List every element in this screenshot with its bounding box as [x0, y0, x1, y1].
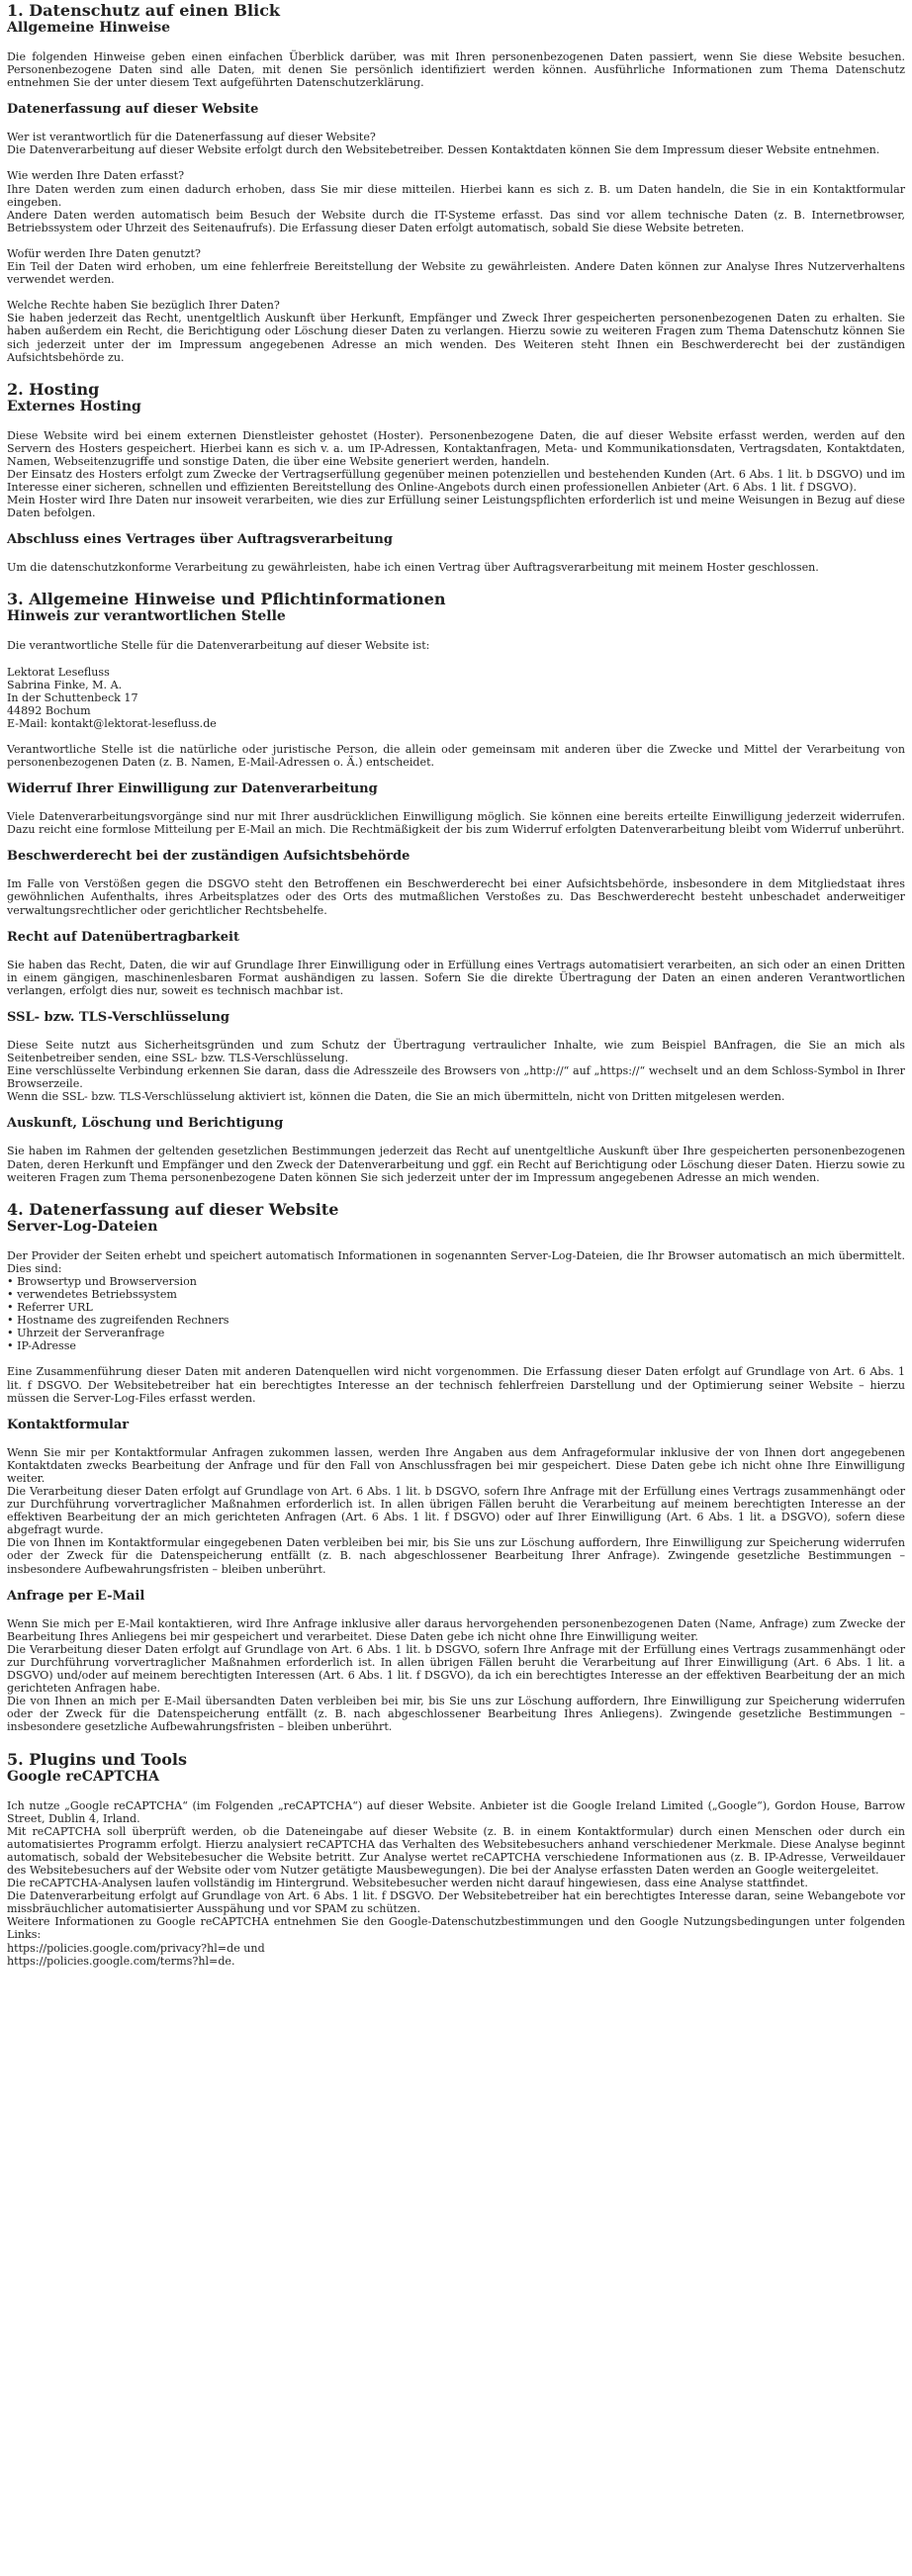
section-subtitle-server-log: Server-Log-Dateien — [7, 1218, 158, 1235]
heading-beschwerderecht: Beschwerderecht bei der zuständigen Aufsichtsbehörde — [7, 849, 410, 865]
text: Mein Hoster wird Ihre Daten nur insoweit verarbeiten, wie dies zur Erfüllung seiner Leistungspflichten erforderlich ist und meine Weisungen in Bezug auf diese Daten befolgen. — [7, 494, 905, 520]
qa-erfassung — [7, 169, 905, 233]
paragraph-anfrage-email — [7, 1617, 905, 1734]
question: Wofür werden Ihre Daten genutzt? — [7, 246, 201, 260]
qa-nutzung — [7, 247, 905, 286]
question: Wer ist verantwortlich für die Datenerfassung auf dieser Website? — [7, 131, 376, 144]
address-block — [7, 666, 905, 730]
link-google-terms: https://policies.google.com/terms?hl=de. — [7, 1954, 235, 1968]
paragraph-recaptcha — [7, 1799, 905, 1968]
text: Ich nutze „Google reCAPTCHA“ (im Folgenden „reCAPTCHA“) auf dieser Website. Anbieter ist die Google Ireland Limited („Google“), Gordon House, Barrow Street, Dublin 4, Irland. — [7, 1798, 905, 1825]
text: Der Einsatz des Hosters erfolgt zum Zwecke der Vertragserfüllung gegenüber meinen potenziellen und bestehenden Kunden (Art. 6 Abs. 1 lit. b DSGVO) und im Interesse einer sicheren, schnellen und effizienten Bereitstellung des Online-Angebots durch einen professionellen Anbieter (Art. 6 Abs. 1 lit. f DSGVO). — [7, 467, 905, 495]
paragraph: Im Falle von Verstößen gegen die DSGVO steht den Betroffenen ein Beschwerderecht bei einer Aufsichtsbehörde, insbesondere in dem Mitgliedstaat ihres gewöhnlichen Aufenthalts, ihres Arbeitsplatzes oder des Orts des mutmaßlichen Verstoßes zu. Das Beschwerderecht besteht unbeschadet anderweitiger verwaltungsrechtlicher oder gerichtlicher Rechtsbehelfe. — [7, 877, 905, 917]
link-google-privacy: https://policies.google.com/privacy?hl=de und — [7, 1941, 265, 1955]
text: Eine verschlüsselte Verbindung erkennen Sie daran, dass die Adresszeile des Browsers von „http://“ auf „https://“ wechselt und an dem Schloss-Symbol in Ihrer Browserzeile. — [7, 1064, 905, 1091]
answer: Ein Teil der Daten wird erhoben, um eine fehlerfreie Bereitstellung der Website zu gewährleisten. Andere Daten können zur Analyse Ihres Nutzerverhaltens verwendet werden. — [7, 260, 905, 287]
paragraph: Um die datenschutzkonforme Verarbeitung zu gewährleisten, habe ich einen Vertrag über Auftragsverarbeitung mit meinem Hoster geschlossen. — [7, 561, 819, 575]
heading-anfrage-email: Anfrage per E-Mail — [7, 1588, 145, 1604]
text: Die Datenverarbeitung erfolgt auf Grundlage von Art. 6 Abs. 1 lit. f DSGVO. Der Websitebetreiber hat ein berechtigtes Interesse daran, seine Webangebote vor missbräuchlicher automatisierter Ausspähung und vor SPAM zu schützen. — [7, 1889, 905, 1916]
text: Diese Website wird bei einem externen Dienstleister gehostet (Hoster). Personenbezogene Daten, die auf dieser Website erfasst werden, werden auf den Servern des Hosters gespeichert. Hierbei kann es sich v. a. um IP-Adressen, Kontaktanfragen, Meta- und Kommunikationsdaten, Vertragsdaten, Kontaktdaten, Namen, Webseitenzugriffe und sonstige Daten, die über eine Website generiert werden, handeln. — [7, 428, 905, 468]
section-subtitle-recaptcha: Google reCAPTCHA — [7, 1768, 159, 1785]
text: Weitere Informationen zu Google reCAPTCHA entnehmen Sie den Google-Datenschutzbestimmungen und den Google Nutzungsbedingungen unter folgenden Links: — [7, 1915, 905, 1942]
section-title-datenschutz: 1. Datenschutz auf einen Blick — [7, 1, 281, 20]
text: Wenn die SSL- bzw. TLS-Verschlüsselung aktiviert ist, können die Daten, die Sie an mich übermitteln, nicht von Dritten mitgelesen werden. — [7, 1090, 785, 1104]
list-item: • Referrer URL — [7, 1301, 93, 1315]
list-item: • verwendetes Betriebssystem — [7, 1287, 177, 1301]
text: Der Provider der Seiten erhebt und speichert automatisch Informationen in sogenannten Server-Log-Dateien, die Ihr Browser automatisch an mich übermittelt. Dies sind: — [7, 1248, 905, 1275]
text: Wenn Sie mir per Kontaktformular Anfragen zukommen lassen, werden Ihre Angaben aus dem Anfrageformular inklusive der von Ihnen dort angegebenen Kontaktdaten zwecks Bearbeitung der Anfrage und für den Fall von Anschlussfragen bei mir gespeichert. Diese Daten gebe ich nicht ohne Ihre Einwilligung weiter. — [7, 1445, 905, 1485]
text: Die von Ihnen an mich per E-Mail übersandten Daten verbleiben bei mir, bis Sie uns zur Löschung auffordern, Ihre Einwilligung zur Speicherung widerrufen oder der Zweck für die Datenspeicherung entfällt (z. B. nach abgeschlossener Bearbeitung Ihres Anliegens). Zwingende gesetzliche Bestimmungen – insbesondere gesetzliche Aufbewahrungsfristen – bleiben unberührt. — [7, 1695, 905, 1734]
text: Die Verarbeitung dieser Daten erfolgt auf Grundlage von Art. 6 Abs. 1 lit. b DSGVO, sofern Ihre Anfrage mit der Erfüllung eines Vertrags zusammenhängt oder zur Durchführung vorvertraglicher Maßnahmen erforderlich ist. In allen übrigen Fällen beruht die Verarbeitung auf Ihrer Einwilligung (Art. 6 Abs. 1 lit. a DSGVO) und/oder auf meinem berechtigten Interessen (Art. 6 Abs. 1 lit. f DSGVO), da ich ein berechtigtes Interesse an der effektiven Bearbeitung der an mich gerichteten Anfragen habe. — [7, 1642, 905, 1696]
answer: Andere Daten werden automatisch beim Besuch der Website durch die IT-Systeme erfasst. Das sind vor allem technische Daten (z. B. Internetbrowser, Betriebssystem oder Uhrzeit des Seitenaufrufs). Die Erfassung dieser Daten erfolgt automatisch, sobald Sie diese Website betreten. — [7, 208, 905, 234]
paragraph: Die verantwortliche Stelle für die Datenverarbeitung auf dieser Website ist: — [7, 639, 430, 653]
address-person: Sabrina Finke, M. A. — [7, 678, 123, 691]
heading-auftragsverarbeitung: Abschluss eines Vertrages über Auftragsverarbeitung — [7, 532, 393, 548]
paragraph: Die folgenden Hinweise geben einen einfachen Überblick darüber, was mit Ihren personenbezogenen Daten passiert, wenn Sie diese Website besuchen. Personenbezogene Daten sind alle Daten, mit denen Sie persönlich identifiziert werden können. Ausführliche Informationen zum Thema Datenschutz entnehmen Sie der unter diesem Text aufgeführten Datenschutzerklärung. — [7, 50, 905, 90]
heading-widerruf: Widerruf Ihrer Einwilligung zur Datenverarbeitung — [7, 782, 378, 797]
paragraph: Viele Datenverarbeitungsvorgänge sind nur mit Ihrer ausdrücklichen Einwilligung möglich. Sie können eine bereits erteilte Einwilligung jederzeit widerrufen. Dazu reicht eine formlose Mitteilung per E-Mail an mich. Die Rechtmäßigkeit der bis zum Widerruf erfolgten Datenverarbeitung bleibt vom Widerruf unberührt. — [7, 810, 905, 837]
qa-verantwortlich — [7, 131, 905, 156]
qa-rechte — [7, 299, 905, 363]
section-title-hosting: 2. Hosting — [7, 379, 100, 399]
text: Die von Ihnen im Kontaktformular eingegebenen Daten verbleiben bei mir, bis Sie uns zur Löschung auffordern, Ihre Einwilligung zur Speicherung widerrufen oder der Zweck für die Datenspeicherung entfällt (z. B. nach abgeschlossener Bearbeitung Ihrer Anfrage). Zwingende gesetzliche Bestimmungen – insbesondere Aufbewahrungsfristen – bleiben unberührt. — [7, 1536, 905, 1576]
text: Diese Seite nutzt aus Sicherheitsgründen und zum Schutz der Übertragung vertraulicher Inhalte, wie zum Beispiel BAnfragen, die Sie an mich als Seitenbetreiber senden, eine SSL- bzw. TLS-Verschlüsselung. — [7, 1038, 905, 1065]
paragraph-hosting — [7, 429, 905, 520]
heading-kontaktformular: Kontaktformular — [7, 1417, 130, 1432]
section-subtitle-allgemeine-hinweise: Allgemeine Hinweise — [7, 20, 170, 36]
text: Wenn Sie mich per E-Mail kontaktieren, wird Ihre Anfrage inklusive aller daraus hervorgehenden personenbezogenen Daten (Name, Anfrage) zum Zwecke der Bearbeitung Ihres Anliegens bei mir gespeichert und verarbeitet. Diese Daten gebe ich nicht ohne Ihre Einwilligung weiter. — [7, 1616, 905, 1643]
question: Welche Rechte haben Sie bezüglich Ihrer Daten? — [7, 299, 280, 313]
list-item: • IP-Adresse — [7, 1339, 76, 1353]
address-city: 44892 Bochum — [7, 703, 91, 717]
heading-auskunft: Auskunft, Löschung und Berichtigung — [7, 1116, 284, 1132]
address-street: In der Schuttenbeck 17 — [7, 690, 138, 704]
section-title-datenerfassung: 4. Datenerfassung auf dieser Website — [7, 1199, 339, 1219]
text: Mit reCAPTCHA soll überprüft werden, ob die Dateneingabe auf dieser Website (z. B. in einem Kontaktformular) durch einen Menschen oder durch ein automatisiertes Programm erfolgt. Hierzu analysiert reCAPTCHA das Verhalten des Websitebesuchers anhand verschiedener Merkmale. Diese Analyse beginnt automatisch, sobald der Websitebesucher die Website betritt. Zur Analyse wertet reCAPTCHA verschiedene Informationen aus (z. B. IP-Adresse, Verweildauer des Websitebesuchers auf der Website oder vom Nutzer getätigte Mausbewegungen). Die bei der Analyse erfassten Daten werden an Google weitergeleitet. — [7, 1824, 905, 1877]
answer: Sie haben jederzeit das Recht, unentgeltlich Auskunft über Herkunft, Empfänger und Zweck Ihrer gespeicherten personenbezogenen Daten zu erhalten. Sie haben außerdem ein Recht, die Berichtigung oder Löschung dieser Daten zu verlangen. Hierzu sowie zu weiteren Fragen zum Thema Datenschutz können Sie sich jederzeit unter der im Impressum angegebenen Adresse an mich wenden. Des Weiteren steht Ihnen ein Beschwerderecht bei der zuständigen Aufsichtsbehörde zu. — [7, 312, 905, 364]
section-subtitle-verantwortliche-stelle: Hinweis zur verantwortlichen Stelle — [7, 608, 286, 625]
section-subtitle-externes-hosting: Externes Hosting — [7, 398, 141, 414]
paragraph: Sie haben das Recht, Daten, die wir auf Grundlage Ihrer Einwilligung oder in Erfüllung eines Vertrags automatisiert verarbeiten, an sich oder an einen Dritten in einem gängigen, maschinenlesbaren Format aushändigen zu lassen. Sofern Sie die direkte Übertragung der Daten an einen anderen Verantwortlichen verlangen, erfolgt dies nur, soweit es technisch machbar ist. — [7, 958, 905, 997]
list-item: • Browsertyp und Browserversion — [7, 1274, 197, 1288]
section-title-plugins: 5. Plugins und Tools — [7, 1749, 188, 1769]
paragraph-kontaktformular — [7, 1446, 905, 1576]
question: Wie werden Ihre Daten erfasst? — [7, 169, 185, 183]
list-item: • Uhrzeit der Serveranfrage — [7, 1327, 165, 1340]
heading-datenuebertragbarkeit: Recht auf Datenübertragbarkeit — [7, 929, 240, 945]
text: Die reCAPTCHA-Analysen laufen vollständig im Hintergrund. Websitebesucher werden nicht darauf hingewiesen, dass eine Analyse stattfindet. — [7, 1877, 808, 1890]
address-email: E-Mail: kontakt@lektorat-lesefluss.de — [7, 716, 217, 730]
paragraph: Sie haben im Rahmen der geltenden gesetzlichen Bestimmungen jederzeit das Recht auf unentgeltliche Auskunft über Ihre gespeicherten personenbezogenen Daten, deren Herkunft und Empfänger und den Zweck der Datenverarbeitung und ggf. ein Recht auf Berichtigung oder Löschung dieser Daten. Hierzu sowie zu weiteren Fragen zum Thema personenbezogene Daten können Sie sich jederzeit unter der im Impressum angegebenen Adresse an mich wenden. — [7, 1145, 905, 1184]
paragraph-ssl — [7, 1039, 905, 1103]
heading-datenerfassung: Datenerfassung auf dieser Website — [7, 102, 259, 118]
text: Die Verarbeitung dieser Daten erfolgt auf Grundlage von Art. 6 Abs. 1 lit. b DSGVO, sofern Ihre Anfrage mit der Erfüllung eines Vertrags zusammenhängt oder zur Durchführung vorvertraglicher Maßnahmen erforderlich ist. In allen übrigen Fällen beruht die Verarbeitung auf meinem berechtigten Interesse an der effektiven Bearbeitung der an mich gerichteten Anfragen (Art. 6 Abs. 1 lit. f DSGVO) oder auf Ihrer Einwilligung (Art. 6 Abs. 1 lit. a DSGVO), sofern diese abgefragt wurde. — [7, 1485, 905, 1537]
section-title-pflichtinformationen: 3. Allgemeine Hinweise und Pflichtinformationen — [7, 590, 446, 609]
paragraph: Verantwortliche Stelle ist die natürliche oder juristische Person, die allein oder gemeinsam mit anderen über die Zwecke und Mittel der Verarbeitung von personenbezogenen Daten (z. B. Namen, E-Mail-Adressen o. Ä.) entscheidet. — [7, 743, 905, 770]
answer: Ihre Daten werden zum einen dadurch erhoben, dass Sie mir diese mitteilen. Hierbei kann es sich z. B. um Daten handeln, die Sie in ein Kontaktformular eingeben. — [7, 182, 905, 209]
heading-ssl-tls: SSL- bzw. TLS-Verschlüsselung — [7, 1009, 230, 1025]
paragraph: Eine Zusammenführung dieser Daten mit anderen Datenquellen wird nicht vorgenommen. Die Erfassung dieser Daten erfolgt auf Grundlage von Art. 6 Abs. 1 lit. f DSGVO. Der Websitebetreiber hat ein berechtigtes Interesse an der technisch fehlerfreien Darstellung und der Optimierung seiner Website – hierzu müssen die Server-Log-Files erfasst werden. — [7, 1365, 905, 1405]
answer: Die Datenverarbeitung auf dieser Website erfolgt durch den Websitebetreiber. Dessen Kontaktdaten können Sie dem Impressum dieser Website entnehmen. — [7, 143, 880, 157]
list-item: • Hostname des zugreifenden Rechners — [7, 1314, 229, 1328]
paragraph-server-log — [7, 1249, 905, 1353]
address-company: Lektorat Lesefluss — [7, 665, 110, 679]
